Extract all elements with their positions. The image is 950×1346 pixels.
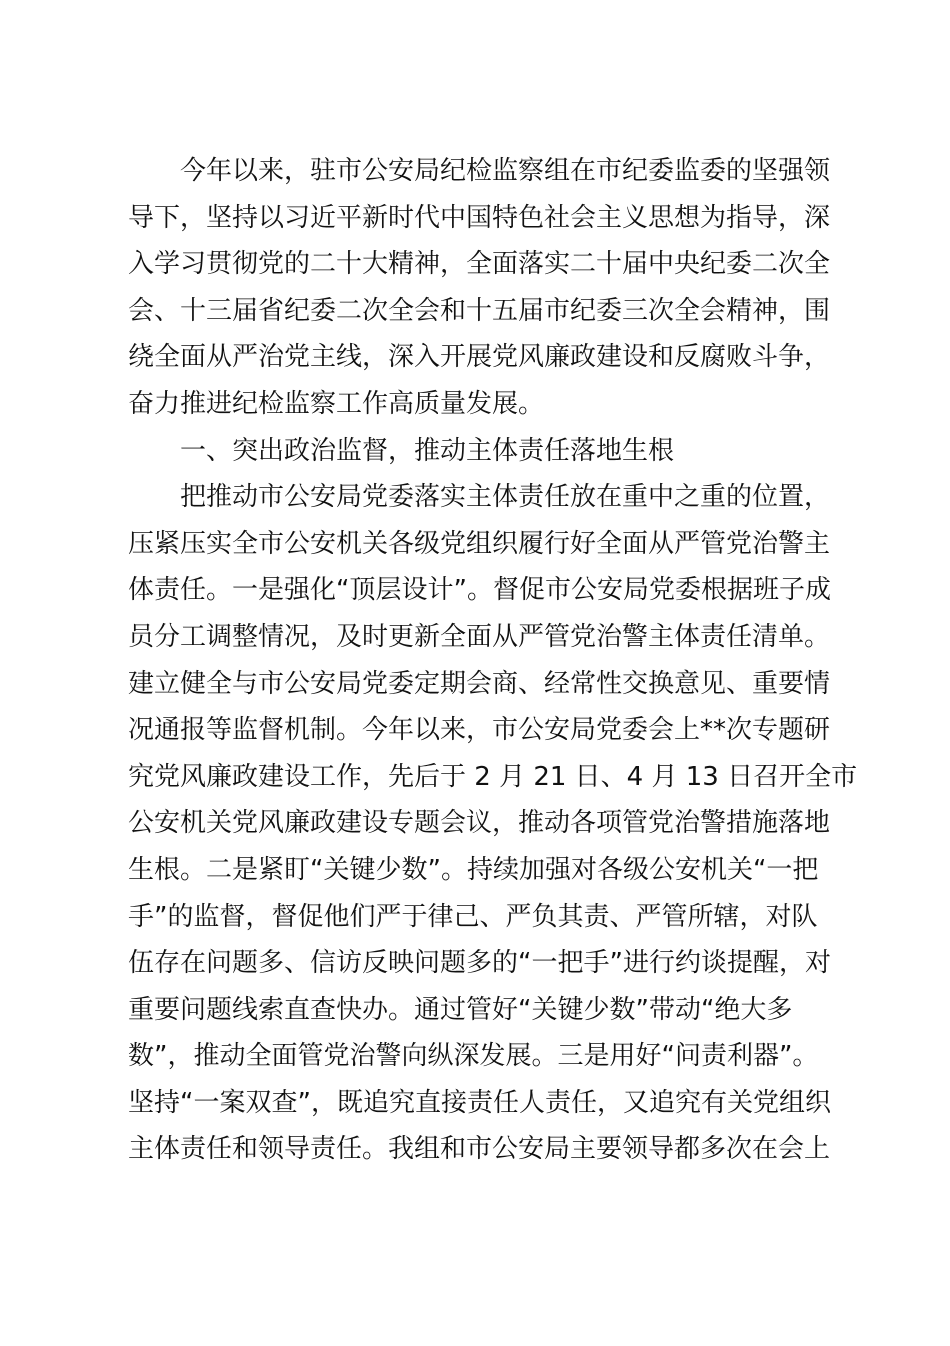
paragraph-body-line-10: 手”的监督，督促他们严于律己、严负其责、严管所辖，对队 <box>128 901 818 932</box>
paragraph-body-line-1: 把推动市公安局党委落实主体责任放在重中之重的位置， <box>180 482 831 513</box>
paragraph-body-line-4: 员分工调整情况，及时更新全面从严管党治警主体责任清单。 <box>128 621 831 652</box>
paragraph-body-line-8: 公安机关党风廉政建设专题会议，推动各项管党治警措施落地 <box>128 808 831 839</box>
paragraph-intro-line-2: 导下，坚持以习近平新时代中国特色社会主义思想为指导，深 <box>128 202 831 233</box>
paragraph-intro-line-3: 入学习贯彻党的二十大精神，全面落实二十届中央纪委二次全 <box>128 249 831 280</box>
section-heading-1: 一、突出政治监督，推动主体责任落地生根 <box>180 435 675 466</box>
paragraph-body-line-7: 究党风廉政建设工作，先后于 2 月 21 日、4 月 13 日召开全市 <box>128 761 858 792</box>
paragraph-body-line-6: 况通报等监督机制。今年以来，市公安局党委会上**次专题研 <box>128 715 831 746</box>
paragraph-body-line-14: 坚持“一案双查”，既追究直接责任人责任，又追究有关党组织 <box>128 1087 831 1118</box>
paragraph-body-line-5: 建立健全与市公安局党委定期会商、经常性交换意见、重要情 <box>128 668 831 699</box>
paragraph-body-line-3: 体责任。一是强化“顶层设计”。督促市公安局党委根据班子成 <box>128 575 831 606</box>
paragraph-body-line-11: 伍存在问题多、信访反映问题多的“一把手”进行约谈提醒，对 <box>128 948 831 979</box>
paragraph-intro-line-5: 绕全面从严治党主线，深入开展党风廉政建设和反腐败斗争， <box>128 342 831 373</box>
paragraph-intro-line-1: 今年以来，驻市公安局纪检监察组在市纪委监委的坚强领 <box>180 156 831 186</box>
paragraph-body-line-13: 数”，推动全面管党治警向纵深发展。三是用好“问责利器”。 <box>128 1041 819 1072</box>
paragraph-body-line-9: 生根。二是紧盯“关键少数”。持续加强对各级公安机关“一把 <box>128 854 819 885</box>
paragraph-intro-line-6: 奋力推进纪检监察工作高质量发展。 <box>128 388 545 419</box>
paragraph-body-line-15: 主体责任和领导责任。我组和市公安局主要领导都多次在会上 <box>128 1134 831 1165</box>
document-body <box>128 148 858 1173</box>
paragraph-intro-line-4: 会、十三届省纪委二次全会和十五届市纪委三次全会精神，围 <box>128 295 831 326</box>
paragraph-body-line-12: 重要问题线索直查快办。通过管好“关键少数”带动“绝大多 <box>128 994 793 1025</box>
paragraph-body-line-2: 压紧压实全市公安机关各级党组织履行好全面从严管党治警主 <box>128 528 831 559</box>
